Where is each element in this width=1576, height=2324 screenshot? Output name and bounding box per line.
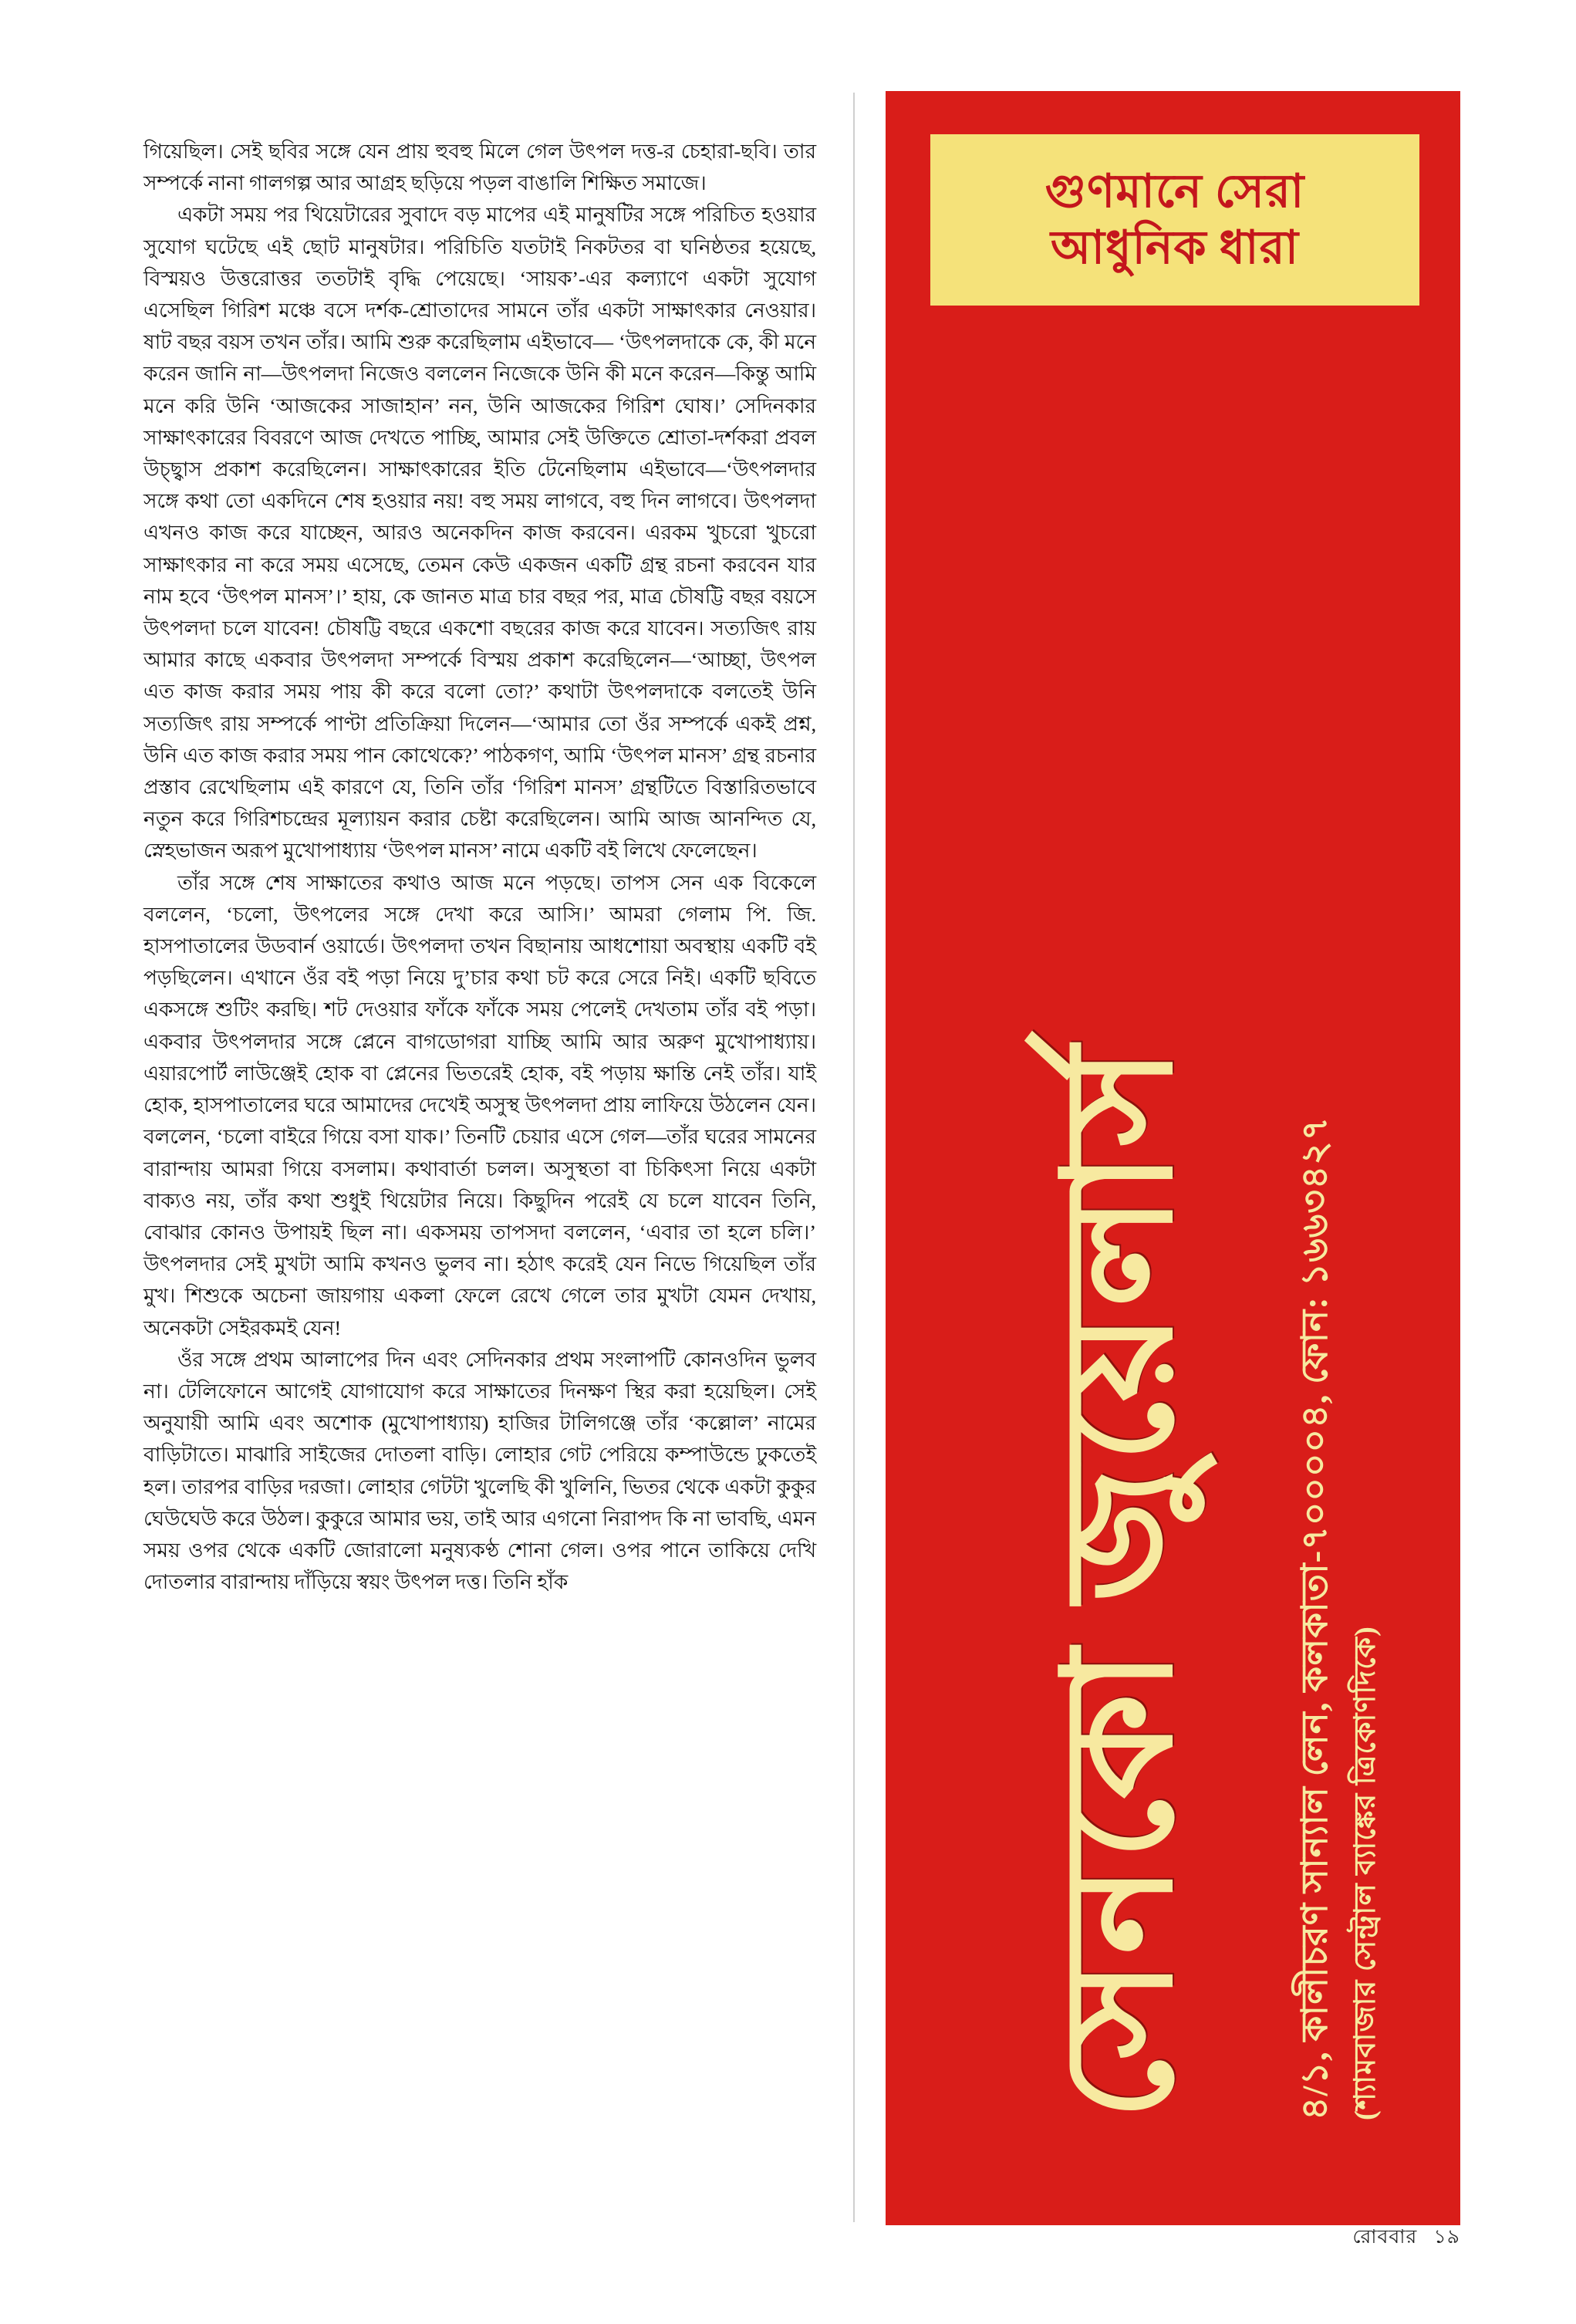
advertisement-brand-name: সেনকো জুয়েলার্স [1036,1042,1203,2120]
advertisement-headline-line-2: আধুনিক ধারা [1050,222,1299,273]
advertisement-vertical-text-group [886,323,1460,2136]
advertisement-address: ৪/১, কালীচরণ সান্যাল লেন, কলকাতা-৭০০০০৪, ফোন: ১৬৬৩৪২৭ [1295,1116,1335,2120]
article-paragraph: গিয়েছিল। সেই ছবির সঙ্গে যেন প্রায় হুবহু মিলে গেল উৎপল দত্ত-র চেহারা-ছবি। তার সম্পর্কে নানা গালগল্প আর আগ্রহ ছড়িয়ে পড়ল বাঙালি শিক্ষিত সমাজে। [143,140,816,195]
advertisement-headline-line-1: গুণমানে সেরা [1044,165,1305,217]
advertisement-address-landmark: (শ্যামবাজার সেন্ট্রাল ব্যাঙ্কের ত্রিকোণদিকে) [1349,1626,1382,2120]
article-paragraph: ওঁর সঙ্গে প্রথম আলাপের দিন এবং সেদিনকার প্রথম সংলাপটি কোনওদিন ভুলব না। টেলিফোনে আগেই যোগাযোগ করে সাক্ষাতের দিনক্ষণ স্থির করা হয়েছিল। সেই অনুযায়ী আমি এবং অশোক (মুখোপাধ্যায়) হাজির টালিগঞ্জে তাঁর ‘কল্লোল’ নামের বাড়িটাতে। মাঝারি সাইজের দোতলা বাড়ি। লোহার গেট পেরিয়ে কম্পাউন্ডে ঢুকতেই হল। তারপর বাড়ির দরজা। লোহার গেটটা খুলেছি কী খুলিনি, ভিতর থেকে একটা কুকুর ঘেউঘেউ করে উঠল। কুকুরে আমার ভয়, তাই আর এগনো নিরাপদ কি না ভাবছি, এমন সময় ওপর থেকে একটি জোরালো মনুষ্যকণ্ঠ শোনা গেল। ওপর পানে তাকিয়ে দেখি দোতলার বারান্দায় দাঁড়িয়ে স্বয়ং উৎপল দত্ত। তিনি হাঁক [143,1347,816,1594]
column-divider-rule [853,93,855,2222]
publication-name: রোববার [1352,2227,1418,2248]
article-text-column [143,136,816,2165]
page-number: ১৯ [1433,2227,1460,2248]
article-paragraph: তাঁর সঙ্গে শেষ সাক্ষাতের কথাও আজ মনে পড়ছে। তাপস সেন এক বিকেলে বললেন, ‘চলো, উৎপলের সঙ্গে দেখা করে আসি।’ আমরা গেলাম পি. জি. হাসপাতালের উডবার্ন ওয়ার্ডে। উৎপলদা তখন বিছানায় আধশোয়া অবস্থায় একটি বই পড়ছিলেন। এখানে ওঁর বই পড়া নিয়ে দু’চার কথা চট করে সেরে নিই। একটি ছবিতে একসঙ্গে শুটিং করছি। শট দেওয়ার ফাঁকে ফাঁকে সময় পেলেই দেখতাম তাঁর বই পড়া। একবার উৎপলদার সঙ্গে প্লেনে বাগডোগরা যাচ্ছি আমি আর অরুণ মুখোপাধ্যায়। এয়ারপোর্ট লাউঞ্জেই হোক বা প্লেনের ভিতরেই হোক, বই পড়ায় ক্ষান্তি নেই তাঁর। যাই হোক, হাসপাতালের ঘরে আমাদের দেখেই অসুস্থ উৎপলদা প্রায় লাফিয়ে উঠলেন যেন। বললেন, ‘চলো বাইরে গিয়ে বসা যাক।’ তিনটি চেয়ার এসে গেল—তাঁর ঘরের সামনের বারান্দায় আমরা গিয়ে বসলাম। কথাবার্তা চলল। অসুস্থতা বা চিকিৎসা নিয়ে একটা বাক্যও নয়, তাঁর কথা শুধুই থিয়েটার নিয়ে। কিছুদিন পরেই যে চলে যাবেন তিনি, বোঝার কোনও উপায়ই ছিল না। একসময় তাপসদা বললেন, ‘এবার তা হলে চলি।’ উৎপলদার সেই মুখটা আমি কখনও ভুলব না। হঠাৎ করেই যেন নিভে গিয়েছিল তাঁর মুখ। শিশুকে অচেনা জায়গায় একলা ফেলে রেখে গেলে তার মুখটা যেমন দেখায়, অনেকটা সেইরকমই যেন! [143,870,816,1339]
advertisement-panel [886,91,1460,2225]
article-paragraph: একটা সময় পর থিয়েটারের সুবাদে বড় মাপের এই মানুষটির সঙ্গে পরিচিত হওয়ার সুযোগ ঘটেছে এই ছোট মানুষটার। পরিচিতি যতটাই নিকটতর বা ঘনিষ্ঠতর হয়েছে, বিস্ময়ও উত্তরোত্তর ততটাই বৃদ্ধি পেয়েছে। ‘সায়ক’-এর কল্যাণে একটা সুযোগ এসেছিল গিরিশ মঞ্চে বসে দর্শক-শ্রোতাদের সামনে তাঁর একটা সাক্ষাৎকার নেওয়ার। ষাট বছর বয়স তখন তাঁর। আমি শুরু করেছিলাম এইভাবে— ‘উৎপলদাকে কে, কী মনে করেন জানি না—উৎপলদা নিজেও বললেন নিজেকে উনি কী মনে করেন—কিন্তু আমি মনে করি উনি ‘আজকের সাজাহান’ নন, উনি আজকের গিরিশ ঘোষ।’ সেদিনকার সাক্ষাৎকারের বিবরণে আজ দেখতে পাচ্ছি, আমার সেই উক্তিতে শ্রোতা-দর্শকরা প্রবল উচ্ছ্বাস প্রকাশ করেছিলেন। সাক্ষাৎকারের ইতি টেনেছিলাম এইভাবে—‘উৎপলদার সঙ্গে কথা তো একদিনে শেষ হওয়ার নয়! বহু সময় লাগবে, বহু দিন লাগবে। উৎপলদা এখনও কাজ করে যাচ্ছেন, আরও অনেকদিন কাজ করবেন। এরকম খুচরো খুচরো সাক্ষাৎকার না করে সময় এসেছে, তেমন কেউ একজন একটি গ্রন্থ রচনা করবেন যার নাম হবে ‘উৎপল মানস’।’ হায়, কে জানত মাত্র চার বছর পর, মাত্র চৌষট্টি বছর বয়সে উৎপলদা চলে যাবেন! চৌষট্টি বছরে একশো বছরের কাজ করে যাবেন। সত্যজিৎ রায় আমার কাছে একবার উৎপলদা সম্পর্কে বিস্ময় প্রকাশ করেছিলেন—‘আচ্ছা, উৎপল এত কাজ করার সময় পায় কী করে বলো তো?’ কথাটা উৎপলদাকে বলতেই উনি সত্যজিৎ রায় সম্পর্কে পাণ্টা প্রতিক্রিয়া দিলেন—‘আমার তো ওঁর সম্পর্কে একই প্রশ্ন, উনি এত কাজ করার সময় পান কোথেকে?’ পাঠকগণ, আমি ‘উৎপল মানস’ গ্রন্থ রচনার প্রস্তাব রেখেছিলাম এই কারণে যে, তিনি তাঁর ‘গিরিশ মানস’ গ্রন্থটিতে বিস্তারিতভাবে নতুন করে গিরিশচন্দ্রের মূল্যায়ন করার চেষ্টা করেছিলেন। আমি আজ আনন্দিত যে, স্নেহভাজন অরূপ মুখোপাধ্যায় ‘উৎপল মানস’ নামে একটি বই লিখে ফেলেছেন। [143,203,816,863]
advertisement-headline-box [930,134,1419,306]
page-footer [1352,2221,1460,2255]
